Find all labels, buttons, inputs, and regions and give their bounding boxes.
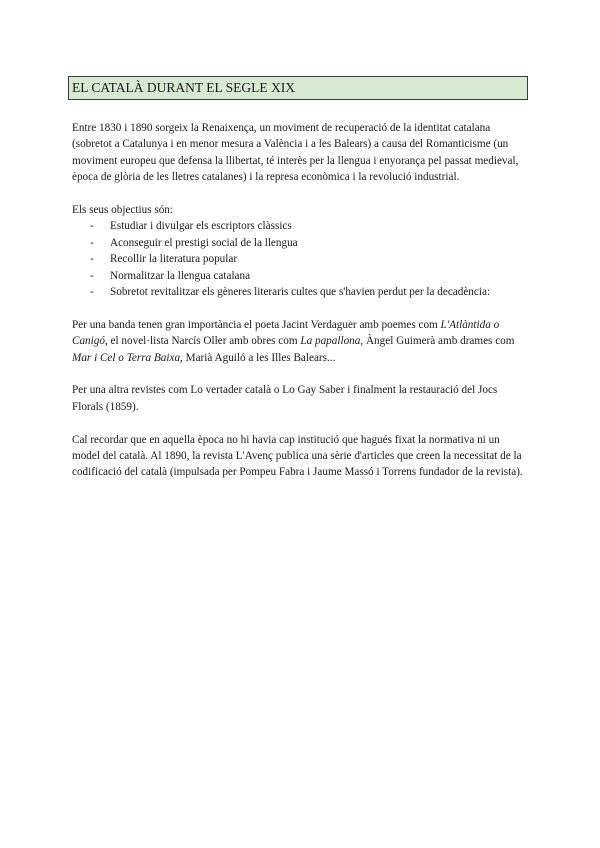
authors-text-4: , Marià Aguiló a les Illes Balears... [180,351,336,364]
paragraph-spacer [72,415,524,431]
intro-paragraph: Entre 1830 i 1890 sorgeix la Renaixença, un moviment de recuperació de la identitat catalana (sobretot a Catalunya i en menor mesura a València i a les Balears) a causa del Romanticisme (un moviment europeu que defensa la llibertat, té interès per la llengua i enyorança pel passat medieval, època de glòria de les lletres catalanes) i la represa econòmica i la revolució industrial. [72,122,519,184]
authors-text-3: , Àngel Guimerà amb drames com [360,335,515,348]
paragraph-spacer [72,366,524,382]
work-title-mar-i-cel: Mar i Cel o Terra Baixa [72,351,181,364]
bullet-dash: - [90,236,94,249]
list-item [72,268,524,284]
authors-paragraph [72,317,524,366]
objectives-heading: Els seus objectius són: [72,204,173,217]
list-item-text: Aconseguir el prestigi social de la llengua [110,236,298,249]
bullet-dash: - [90,269,94,282]
work-title-atlantida: L'Atlàntida o Canigó [72,318,500,348]
list-item-text: Sobretot revitalitzar els gèneres literaris cultes que s'havien perdut per la decadència: [110,286,491,299]
list-item [72,218,524,234]
paragraph-spacer [72,300,524,316]
list-item-text: Recollir la literatura popular [110,253,238,266]
list-item-text: Estudiar i divulgar els escriptors clàssics [110,220,292,233]
magazines-paragraph: Per una altra revistes com Lo vertader català o Lo Gay Saber i finalment la restauració del Jocs Florals (1859). [72,384,498,413]
objectives-list [72,218,524,300]
bullet-dash: - [90,220,94,233]
list-item [72,284,524,300]
list-item [72,251,524,267]
work-title-papallona: La papallona [300,335,361,348]
bullet-dash: - [90,253,94,266]
authors-text-1: Per una banda tenen gran importància el poeta Jacint Verdaguer amb poemes com [72,318,441,331]
list-item-text: Normalitzar la llengua catalana [110,269,251,282]
list-item [72,235,524,251]
section-title: EL CATALÀ DURANT EL SEGLE XIX [68,76,528,100]
authors-text-2: , el novel·lista Narcís Oller amb obres com [104,335,301,348]
paragraph-spacer [72,186,524,202]
normativa-paragraph: Cal recordar que en aquella època no hi havia cap institució que hagués fixat la normativa ni un model del català. Al 1890, la revista L'Avenç publica una sèrie d'articles que creen la necessitat de la codificació del català (impulsada per Pompeu Fabra i Jaume Massó i Torrens fundador de la revista). [72,433,523,479]
bullet-dash: - [90,286,94,299]
document-body [72,120,524,481]
